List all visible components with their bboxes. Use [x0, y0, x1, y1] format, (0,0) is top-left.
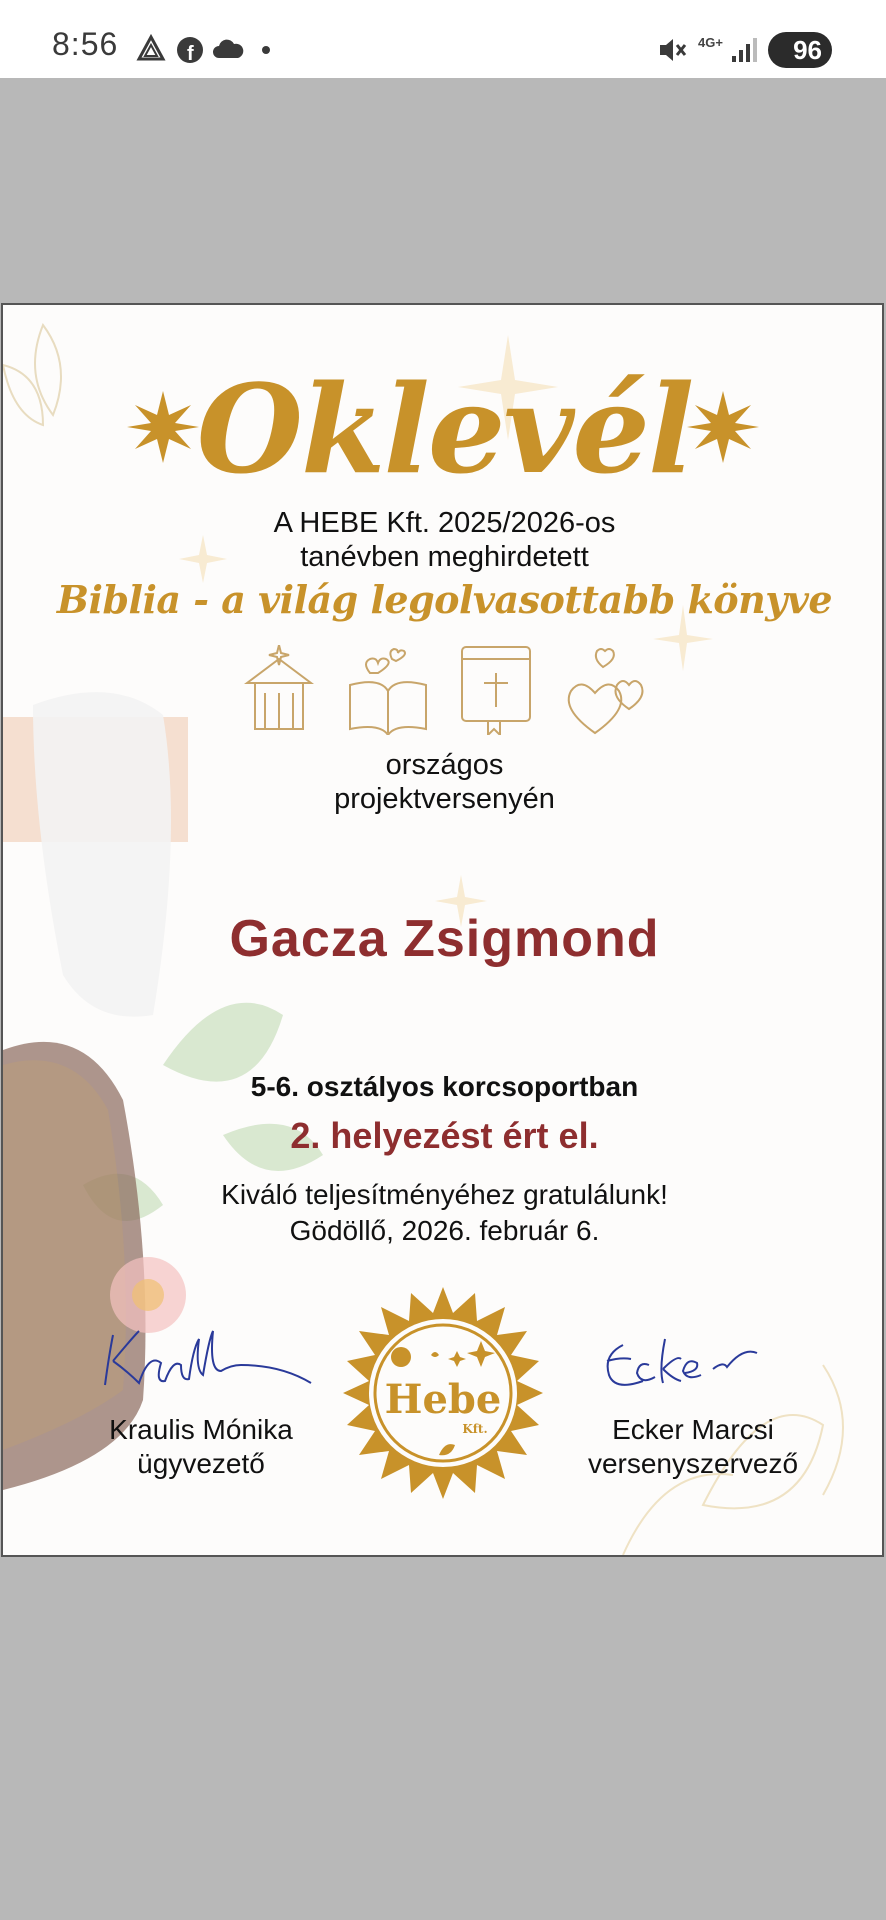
signer-left: [71, 1413, 331, 1481]
signer-left-role: ügyvezető: [137, 1448, 265, 1479]
age-group: 5-6. osztályos korcsoportban: [250, 1071, 639, 1102]
nationwide-line-2: projektversenyén: [334, 783, 555, 815]
hebe-seal-logo: [335, 1285, 551, 1501]
church-icon: [247, 645, 311, 729]
competition-title: Biblia - a világ legolvasottabb könyve: [56, 577, 833, 622]
cloud-icon: [212, 38, 244, 60]
status-bar: [0, 0, 886, 78]
nationwide-line-1: országos: [385, 749, 504, 781]
signal-icon: [730, 36, 760, 64]
network-type: 4G+: [698, 35, 723, 50]
congratulations-text: [3, 1177, 884, 1249]
open-book-icon: [350, 649, 426, 735]
drive-icon: [136, 34, 166, 64]
certificate-title: Oklevél: [196, 357, 693, 501]
battery-level: 96: [793, 34, 822, 65]
signer-right: [558, 1413, 828, 1481]
signature-right: [593, 1325, 783, 1405]
mute-icon: [656, 34, 688, 66]
signer-right-name: Ecker Marcsi: [612, 1414, 774, 1445]
recipient-name: Gacza Zsigmond: [229, 910, 660, 968]
placement: 2. helyezést ért el.: [290, 1115, 599, 1156]
theme-icons-row: [243, 645, 663, 735]
congrats-line-1: Kiváló teljesítményéhez gratulálunk!: [221, 1179, 668, 1210]
notification-dot-icon: [260, 44, 272, 56]
intro-line-1: A HEBE Kft. 2025/2026-os: [273, 507, 616, 539]
svg-text:f: f: [187, 43, 194, 64]
bible-cross-icon: [462, 647, 530, 735]
seal-text: Hebe: [384, 1376, 502, 1423]
hearts-icon: [569, 649, 643, 733]
seal-subtext: Kft.: [462, 1422, 488, 1436]
intro-line-2: tanévben meghirdetett: [300, 541, 589, 573]
signer-right-role: versenyszervező: [587, 1448, 799, 1479]
status-time: 8:56: [52, 26, 119, 62]
battery-indicator: [768, 32, 832, 68]
date-place: Gödöllő, 2026. február 6.: [289, 1215, 600, 1246]
signature-left: [95, 1325, 325, 1405]
facebook-icon: [176, 36, 204, 64]
certificate-document: [1, 303, 884, 1557]
signer-left-name: Kraulis Mónika: [109, 1414, 293, 1445]
